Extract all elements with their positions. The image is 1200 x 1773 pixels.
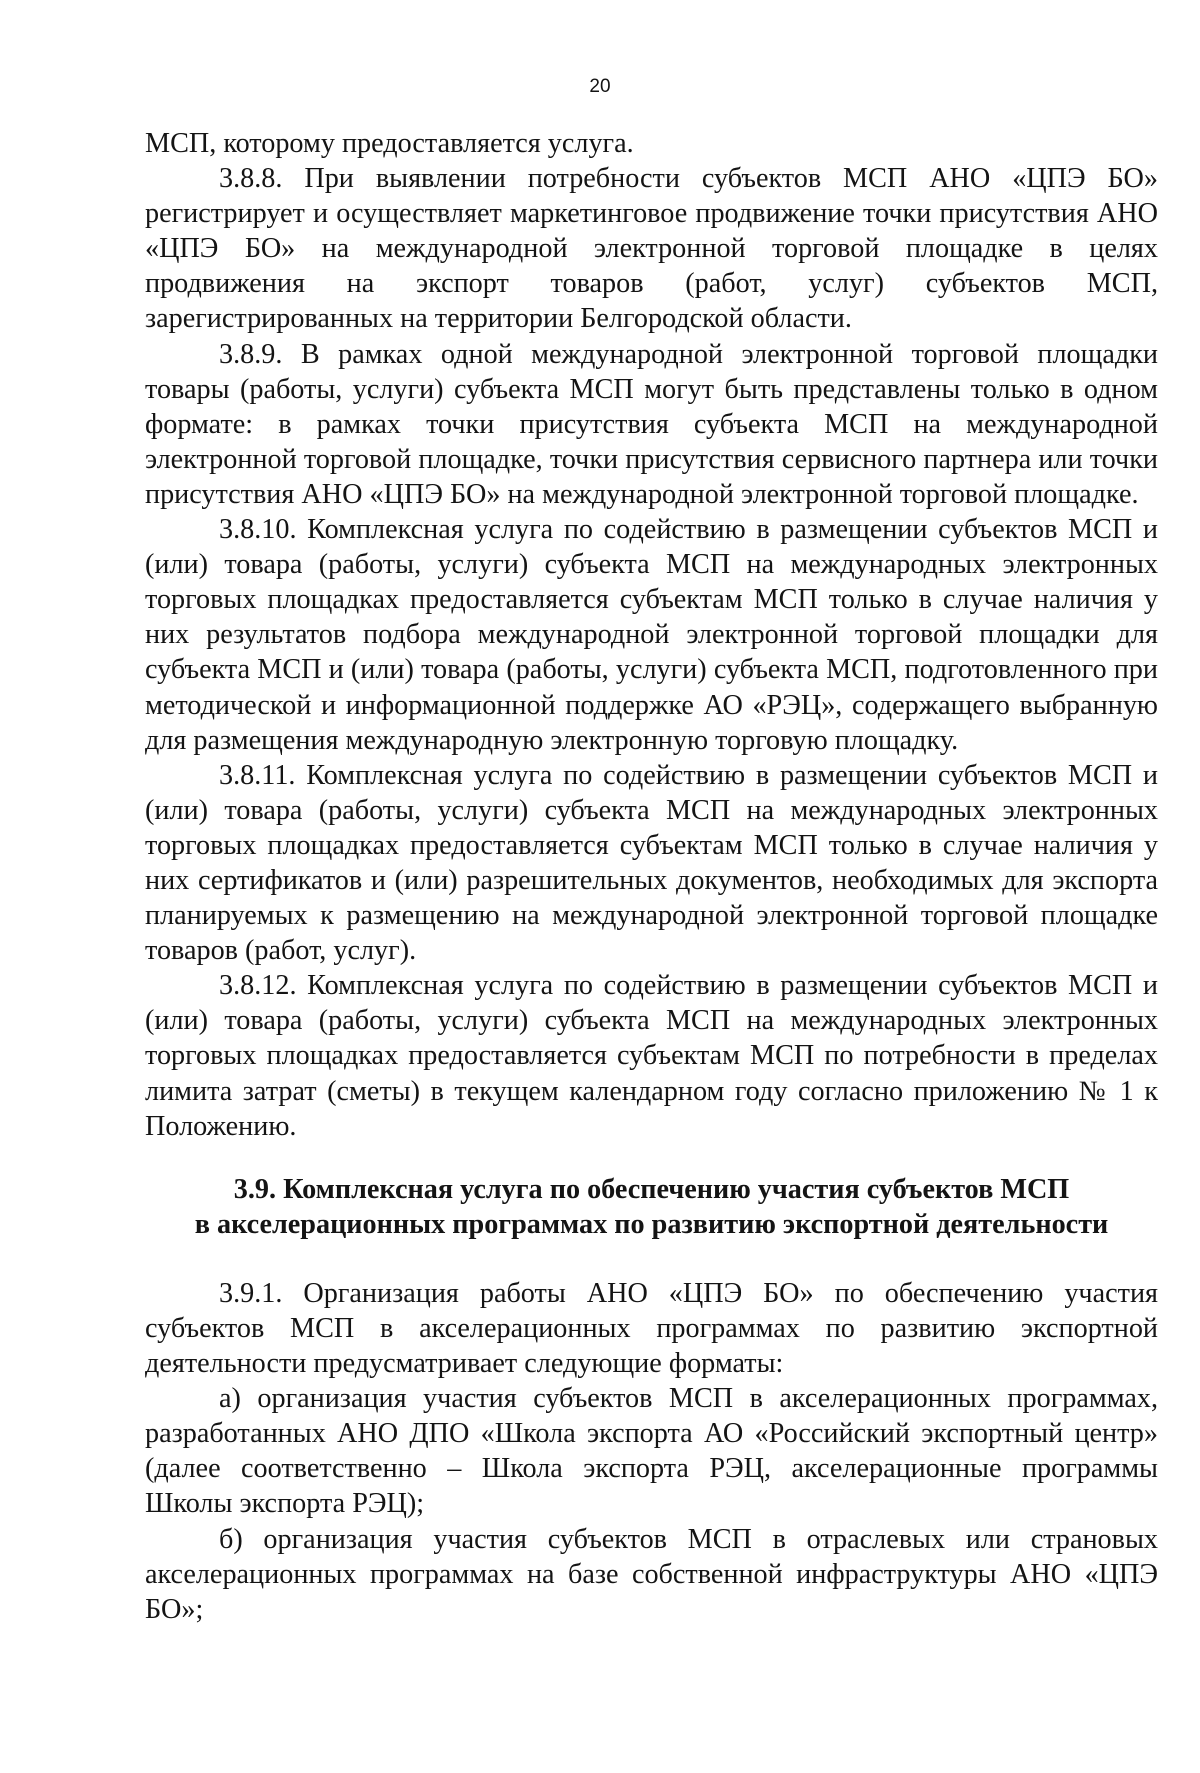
paragraph-3-8-12: 3.8.12. Комплексная услуга по содействию в размещении субъектов МСП и (или) товара (работы, услуги) субъекта МСП на международных электронных торговых площадках предоставляется субъектам МСП по потребности в пределах лимита затрат (сметы) в текущем календарном году согласно приложению № 1 к Положению. bbox=[145, 970, 1158, 1142]
list-item-b: б) организация участия субъектов МСП в отраслевых или страновых акселерационных программах на базе собственной инфраструктуры АНО «ЦПЭ БО»; bbox=[145, 1523, 1158, 1625]
paragraph-3-8-8: 3.8.8. При выявлении потребности субъектов МСП АНО «ЦПЭ БО» регистрирует и осуществляет маркетинговое продвижение точки присутствия АНО «ЦПЭ БО» на международной электронной торговой площадке в целях продвижения на экспорт товаров (работ, услуг) субъектов МСП, зарегистрированных на территории Белгородской области. bbox=[145, 163, 1158, 335]
paragraph-3-8-10: 3.8.10. Комплексная услуга по содействию в размещении субъектов МСП и (или) товара (работы, услуги) субъекта МСП на международных электронных торговых площадках предоставляется субъектам МСП только в случае наличия у них результатов подбора международной электронной торговой площадки для субъекта МСП и (или) товара (работы, услуги) субъекта МСП, подготовленного при методической и информационной поддержке АО «РЭЦ», содержащего выбранную для размещения международную электронную торговую площадку. bbox=[145, 514, 1158, 756]
paragraph-3-9-1: 3.9.1. Организация работы АНО «ЦПЭ БО» по обеспечению участия субъектов МСП в акселерационных программах по развитию экспортной деятельности предусматривает следующие форматы: bbox=[145, 1277, 1158, 1380]
list-item-a: а) организация участия субъектов МСП в акселерационных программах, разработанных АНО ДПО «Школа экспорта АО «Российский экспортный центр» (далее соответственно – Школа экспорта РЭЦ, акселерационные программы Школы экспорта РЭЦ); bbox=[145, 1383, 1158, 1520]
section-heading-3-9 bbox=[145, 1172, 1158, 1242]
paragraph-continuation: МСП, которому предоставляется услуга. bbox=[145, 128, 634, 159]
section-heading-line-2: в акселерационных программах по развитию экспортной деятельности bbox=[194, 1208, 1109, 1240]
paragraph-3-8-11: 3.8.11. Комплексная услуга по содействию в размещении субъектов МСП и (или) товара (работы, услуги) субъекта МСП на международных электронных торговых площадках предоставляется субъектам МСП только в случае наличия у них сертификатов и (или) разрешительных документов, необходимых для экспорта планируемых к размещению на международной электронной торговой площадке товаров (работ, услуг). bbox=[145, 759, 1158, 967]
paragraph-3-8-9: 3.8.9. В рамках одной международной электронной торговой площадки товары (работы, услуги) субъекта МСП могут быть представлены только в одном формате: в рамках точки присутствия субъекта МСП на международной электронной торговой площадке, точки присутствия сервисного партнера или точки присутствия АНО «ЦПЭ БО» на международной электронной торговой площадке. bbox=[145, 338, 1158, 510]
section-heading-line-1: 3.9. Комплексная услуга по обеспечению участия субъектов МСП bbox=[233, 1173, 1070, 1205]
page-number: 20 bbox=[589, 76, 611, 97]
document-body bbox=[145, 126, 1158, 1627]
